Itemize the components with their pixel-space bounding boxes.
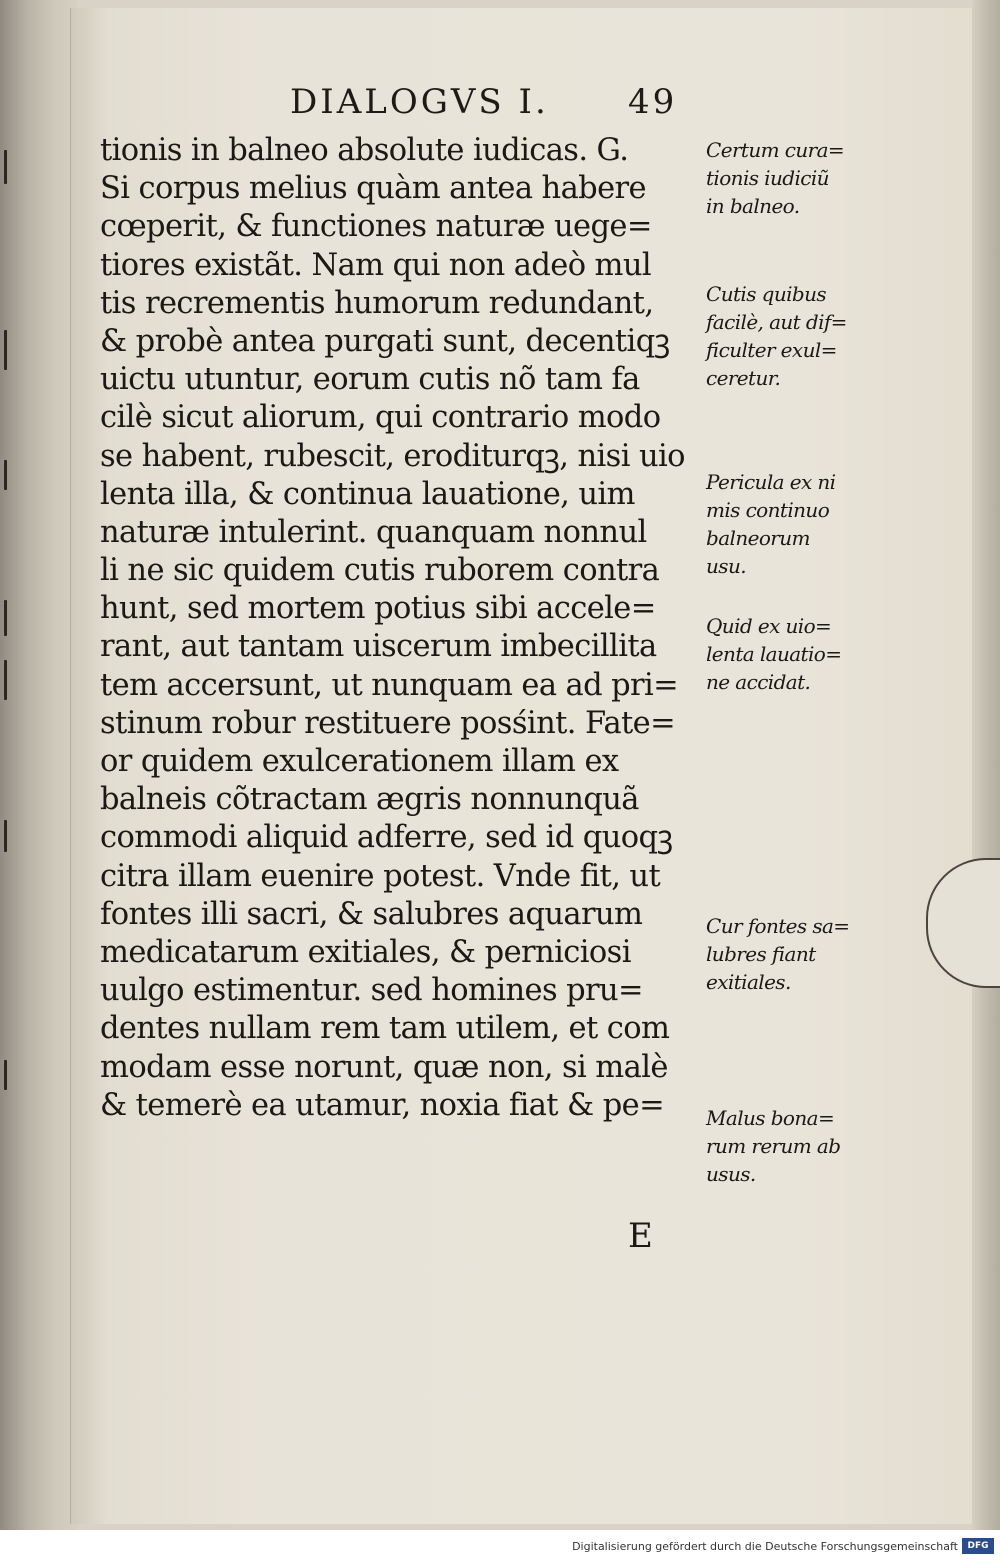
margin-note bbox=[706, 1104, 876, 1188]
signature-mark: E bbox=[628, 1216, 653, 1256]
text-line: dentes nullam rem tam utilem, et com bbox=[100, 1011, 670, 1047]
text-line: tiores existãt. Nam qui non adeò mul bbox=[100, 247, 652, 283]
margin-note-line: lenta lauatio= bbox=[706, 642, 842, 666]
binding-gutter bbox=[0, 0, 78, 1530]
margin-note bbox=[706, 468, 876, 580]
text-line: li ne sic quidem cutis ruborem contra bbox=[100, 553, 660, 589]
margin-note-line: balneorum bbox=[706, 526, 810, 550]
page-number: 49 bbox=[628, 82, 678, 122]
binding-mark bbox=[4, 150, 7, 184]
margin-note-line: lubres fiant bbox=[706, 942, 816, 966]
text-line: lenta illa, & continua lauatione, uim bbox=[100, 476, 635, 512]
running-header bbox=[290, 82, 678, 126]
text-line: fontes illi sacri, & salubres aquarum bbox=[100, 896, 643, 932]
margin-note bbox=[706, 280, 876, 392]
binding-mark bbox=[4, 1060, 7, 1090]
text-line: uictu utuntur, eorum cutis nõ tam fa bbox=[100, 362, 640, 398]
text-line: tem accersunt, ut nunquam ea ad pri= bbox=[100, 667, 679, 703]
text-line: modam esse norunt, quæ non, si malè bbox=[100, 1049, 668, 1085]
margin-note bbox=[706, 136, 876, 220]
digitization-footer bbox=[0, 1530, 1000, 1564]
text-line: & probè antea purgati sunt, decentiqꝫ bbox=[100, 323, 670, 359]
margin-note-line: rum rerum ab bbox=[706, 1134, 841, 1158]
margin-note-line: ficulter exul= bbox=[706, 338, 837, 362]
text-line: tionis in balneo absolute iudicas. G. bbox=[100, 133, 629, 168]
binding-mark bbox=[4, 660, 7, 700]
margin-note-line: usu. bbox=[706, 554, 746, 578]
margin-note-line: ceretur. bbox=[706, 366, 781, 390]
margin-note-line: Pericula ex ni bbox=[706, 470, 836, 494]
text-line: citra illam euenire potest. Vnde fit, ut bbox=[100, 858, 661, 894]
text-line: tis recrementis humorum redundant, bbox=[100, 285, 654, 321]
text-line: se habent, rubescit, eroditurqꝫ, nisi uio bbox=[100, 438, 685, 474]
text-line: medicatarum exitiales, & perniciosi bbox=[100, 934, 631, 970]
margin-note-line: Cutis quibus bbox=[706, 282, 827, 306]
binding-mark bbox=[4, 460, 7, 490]
text-line: naturæ intulerint. quanquam nonnul bbox=[100, 514, 647, 550]
text-line: uulgo estimentur. sed homines pru= bbox=[100, 973, 644, 1009]
margin-note-line: tionis iudiciũ bbox=[706, 166, 829, 190]
margin-note bbox=[706, 612, 876, 696]
dfg-logo: DFG bbox=[962, 1538, 994, 1554]
binding-mark bbox=[4, 600, 7, 636]
text-line: rant, aut tantam uiscerum imbecillita bbox=[100, 629, 657, 665]
binding-mark bbox=[4, 330, 7, 370]
text-line: cilè sicut aliorum, qui contrario modo bbox=[100, 400, 661, 436]
text-line: hunt, sed mortem potius sibi accele= bbox=[100, 591, 656, 627]
main-text-block bbox=[100, 132, 710, 1125]
margin-note-line: usus. bbox=[706, 1162, 756, 1186]
text-line: balneis cõtractam ægris nonnunquã bbox=[100, 782, 639, 818]
text-line: cœperit, & functiones naturæ uege= bbox=[100, 209, 652, 245]
margin-note bbox=[706, 912, 876, 996]
margin-note-line: Cur fontes sa= bbox=[706, 914, 850, 938]
funding-credit: Digitalisierung gefördert durch die Deutsche Forschungsgemeinschaft bbox=[572, 1540, 958, 1553]
text-line: stinum robur restituere posśint. Fate= bbox=[100, 705, 676, 741]
margin-note-line: in balneo. bbox=[706, 194, 800, 218]
text-line: commodi aliquid adferre, sed id quoqꝫ bbox=[100, 820, 673, 856]
margin-note-line: mis continuo bbox=[706, 498, 830, 522]
margin-note-line: Certum cura= bbox=[706, 138, 845, 162]
margin-note-line: exitiales. bbox=[706, 970, 791, 994]
running-title: DIALOGVS I. bbox=[290, 82, 549, 122]
text-line: Si corpus melius quàm antea habere bbox=[100, 171, 646, 207]
margin-note-line: ne accidat. bbox=[706, 670, 811, 694]
margin-note-line: facilè, aut dif= bbox=[706, 310, 847, 334]
binding-mark bbox=[4, 820, 7, 852]
page-edge bbox=[972, 0, 1000, 1530]
text-line: & temerè ea utamur, noxia fiat & pe= bbox=[100, 1087, 665, 1123]
text-line: or quidem exulcerationem illam ex bbox=[100, 744, 619, 779]
margin-note-line: Quid ex uio= bbox=[706, 614, 832, 638]
margin-note-line: Malus bona= bbox=[706, 1106, 835, 1130]
